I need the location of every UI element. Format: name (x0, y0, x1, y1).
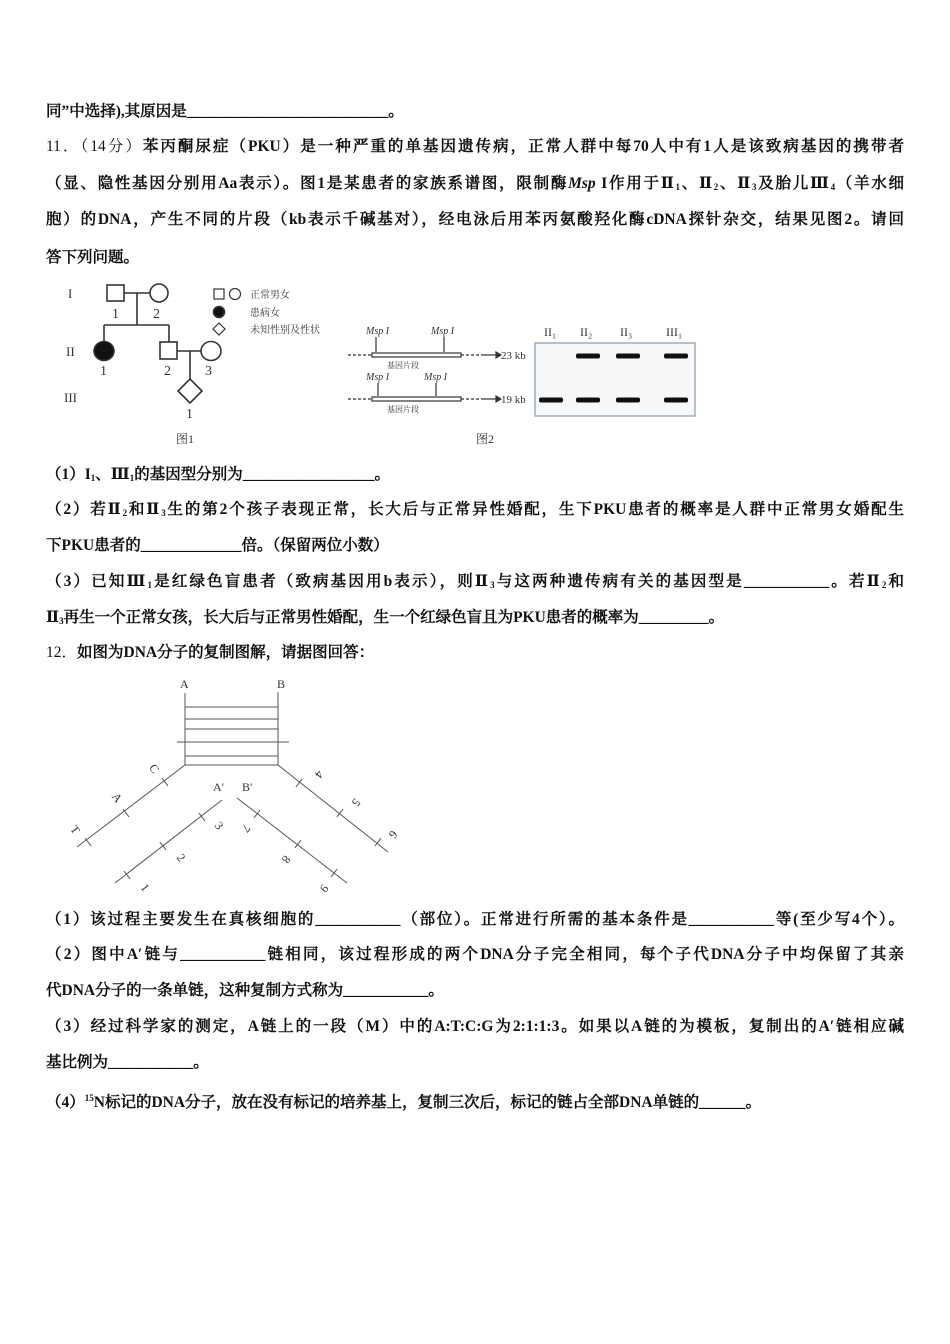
text-segment: （羊水细 (835, 175, 904, 192)
text-segment: I作用于Ⅱ (595, 175, 676, 192)
answer-blank[interactable]: ___________ (688, 911, 775, 928)
answer-blank[interactable]: _____________ (140, 537, 242, 554)
fig1-caption: 图1 (176, 432, 195, 446)
base-label: C (146, 761, 163, 777)
text-segment: 、Ⅱ (680, 175, 714, 192)
gel-band (664, 398, 688, 403)
msp-label: Msp I (366, 372, 390, 383)
text-segment: 苯丙酮尿症（PKU）是一种严重的单基因遗传病，正常人群中每70人中有1人是该致病基因的携带者 (142, 138, 904, 155)
label-II1: 1 (100, 364, 107, 379)
base-label: 4 (311, 767, 327, 782)
text-segment: 及胎儿Ⅲ (756, 175, 831, 192)
gel-figure (348, 325, 695, 446)
text-segment: 。 (745, 1094, 762, 1111)
text-segment: （2）图中A′链与 (46, 946, 181, 963)
text-segment: 的基因型分别为 (134, 466, 243, 483)
text-segment: 3 (59, 616, 64, 626)
text-segment: 等(至少写4个）。 (774, 911, 904, 928)
answer-blank[interactable]: ___________ (108, 1054, 194, 1071)
answer-blank[interactable]: ______ (699, 1094, 746, 1111)
gene-fragment-label: 基因片段 (387, 361, 419, 370)
text-segment: 。若Ⅱ (829, 573, 882, 590)
text-segment: 同”中选择),其原因是 (46, 103, 187, 120)
lane-label: III₁ (666, 325, 683, 339)
gel-band (576, 354, 600, 359)
legend-diamond-icon (213, 323, 225, 335)
text-segment: 3 (490, 580, 495, 590)
answer-blank[interactable]: _________ (638, 609, 709, 626)
text-segment: 11．（14分） (46, 138, 143, 155)
gel-band (616, 398, 640, 403)
gel-band (664, 354, 688, 359)
text-segment: 答下列问题。 (46, 249, 140, 266)
text-segment: 2 (122, 508, 128, 518)
lane-label: II₁ (544, 325, 557, 339)
msp-label: Msp I (424, 372, 448, 383)
base-label: 7 (238, 821, 254, 836)
text-segment: 2 (881, 580, 887, 590)
base-label: 9 (316, 881, 332, 896)
dna-replication-figure (67, 677, 400, 895)
text-segment: 1 (147, 580, 153, 590)
text-segment: 。 (374, 466, 390, 483)
base-label: 6 (385, 827, 401, 842)
answer-blank[interactable]: ___________ (315, 911, 401, 928)
text-segment: 和Ⅱ (127, 501, 162, 518)
text-segment: （部位）。正常进行所需的基本条件是 (400, 911, 689, 928)
pedigree-figure (64, 284, 320, 446)
text-segment: 代DNA分子的一条单链，这种复制方式称为 (46, 982, 344, 999)
answer-blank[interactable]: ___________ (180, 946, 266, 963)
text-segment: 、Ⅱ (718, 175, 753, 192)
unknown-III1 (178, 379, 202, 403)
base-label: A (108, 789, 126, 806)
text-segment: （3）已知Ⅲ (46, 573, 148, 590)
text-segment: 下PKU患者的 (46, 537, 141, 554)
text-segment: （1）该过程主要发生在真核细胞的 (46, 911, 316, 928)
text-segment: 3 (752, 182, 757, 192)
legend-filled-circle-icon (214, 307, 225, 318)
label-III1: 1 (186, 407, 193, 422)
text-segment: 。 (388, 103, 404, 120)
strand-label-B-prime: B′ (242, 780, 253, 794)
gel-band (616, 354, 640, 359)
base-label: 3 (211, 818, 227, 833)
gene-fragment-label: 基因片段 (387, 405, 419, 414)
label-I1: 1 (112, 307, 119, 322)
answer-blank[interactable]: _________________ (242, 466, 375, 483)
base-tick (331, 869, 337, 877)
legend-circle-icon (230, 289, 241, 300)
text-segment: 链相同，该过程形成的两个DNA分子完全相同，每个子代DNA分子中均保留了其亲 (265, 946, 904, 963)
strand-label-A-prime: A′ (213, 780, 225, 794)
text-segment: （1）I (46, 466, 91, 483)
text-segment: （显、隐性基因分别用Aa表示）。图1是某患者的家族系谱图，限制酶 (46, 175, 569, 192)
text-segment: 1 (129, 473, 135, 483)
strand-label-B: B (277, 677, 286, 691)
gen-label-I: I (68, 286, 73, 301)
gel-band (576, 398, 600, 403)
label-II3: 3 (205, 364, 212, 379)
answer-blank[interactable]: ___________ (743, 573, 830, 590)
text-segment: 生的第2个孩子表现正常，长大后与正常异性婚配，生下PKU患者的概率是人群中正常男女婚配生 (165, 501, 904, 518)
text-segment: 再生一个正常女孩，长大后与正常男性婚配，生一个红绿色盲且为PKU患者的概率为 (63, 609, 639, 626)
size-23kb: 23 kb (501, 350, 526, 362)
strand-label-A: A (180, 677, 189, 691)
text-segment: Ⅱ (46, 609, 60, 626)
msp-label: Msp I (366, 326, 390, 337)
text-segment: 是红绿色盲患者（致病基因用b表示），则Ⅱ (152, 573, 491, 590)
text-segment: （2）若Ⅱ (46, 501, 123, 518)
female-normal-II3 (201, 342, 221, 361)
female-affected-II1 (94, 342, 114, 361)
female-normal-I2 (150, 284, 168, 302)
base-tick (160, 842, 166, 850)
base-label: 1 (137, 880, 153, 895)
base-label: 8 (278, 852, 294, 867)
base-label: T (67, 822, 83, 837)
gen-label-II: II (66, 344, 75, 359)
text-segment: 胞）的DNA，产生不同的片段（kb表示千碱基对），经电泳后用苯丙氨酸羟化酶cDNA探针杂交，结果见图2。请回 (46, 211, 904, 228)
text-segment: 1 (675, 182, 680, 192)
text-segment: 。 (193, 1054, 209, 1071)
male-normal-I1 (107, 285, 124, 301)
answer-blank[interactable]: ___________ (343, 982, 429, 999)
text-segment: 2 (713, 182, 719, 192)
legend-affected: 患病女 (250, 308, 280, 319)
lane-label: II₃ (620, 325, 633, 339)
label-I2: 2 (153, 307, 160, 322)
text-segment: 、Ⅲ (95, 466, 130, 483)
text-segment: 和 (886, 573, 904, 590)
text-segment: 。 (708, 609, 725, 626)
gen-label-III: III (64, 390, 77, 405)
msp-label: Msp I (431, 326, 455, 337)
text-segment: 如图为DNA分子的复制图解，请据图回答： (77, 644, 375, 661)
text-segment: 3 (161, 508, 166, 518)
text-segment: （3）经过科学家的测定，A链上的一段（M）中的A:T:C:G为2:1:1:3。如果以A链的为模板，复制出的A′链相应碱 (46, 1018, 904, 1035)
text-segment: Msp (568, 175, 596, 192)
text-segment: 基比例为 (46, 1054, 109, 1071)
text-segment: 1 (90, 473, 96, 483)
male-normal-II2 (160, 342, 177, 359)
text-segment: 倍。（保留两位小数） (241, 537, 389, 554)
text-segment: 。 (428, 982, 444, 999)
legend-square-icon (214, 289, 224, 299)
text-segment: 4 (830, 182, 836, 192)
legend-unknown: 未知性别及性状 (250, 325, 320, 336)
base-label: 5 (348, 795, 364, 810)
text-segment: 15 (84, 1093, 94, 1103)
lane-label: II₂ (580, 325, 593, 339)
text-segment: （4） (46, 1094, 85, 1111)
text-segment: 与这两种遗传病有关的基因型是 (494, 573, 744, 590)
size-19kb: 19 kb (501, 394, 526, 406)
label-II2: 2 (164, 364, 171, 379)
base-label: 2 (173, 850, 189, 865)
legend-normal: 正常男女 (250, 290, 290, 301)
answer-blank[interactable]: __________________________ (186, 103, 389, 120)
text-segment: 12． (46, 644, 78, 661)
text-segment: N标记的DNA分子，放在没有标记的培养基上，复制三次后，标记的链占全部DNA单链的 (93, 1094, 700, 1111)
gel-band (539, 398, 563, 403)
fig2-caption: 图2 (476, 432, 495, 446)
